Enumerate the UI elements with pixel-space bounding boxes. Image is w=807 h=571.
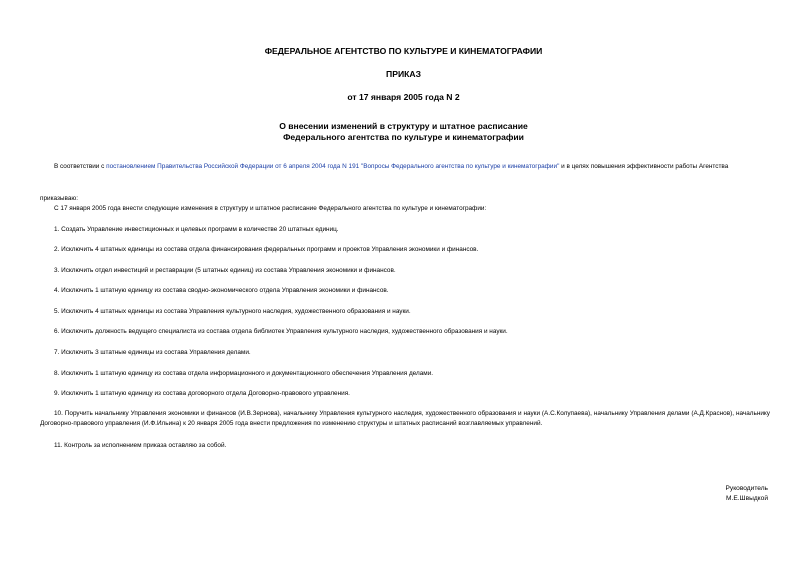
- order-item-5: 5. Исключить 4 штатных единицы из состава Управления культурного наследия, художественного образования и науки.: [54, 308, 411, 315]
- document-date-number: от 17 января 2005 года N 2: [347, 92, 460, 102]
- order-item-9: 9. Исключить 1 штатную единицу из состава договорного отдела Договорно-правового управления.: [54, 390, 350, 397]
- signatory-name: М.Е.Швыдкой: [726, 495, 768, 502]
- subject-line-2: Федерального агентства по культуре и кинематографии: [283, 132, 524, 142]
- agency-name: ФЕДЕРАЛЬНОЕ АГЕНТСТВО ПО КУЛЬТУРЕ И КИНЕМАТОГРАФИИ: [264, 46, 543, 56]
- order-item-2: 2. Исключить 4 штатных единицы из состава отдела финансирования федеральных программ и проектов Управления экономики и финансов.: [54, 246, 479, 253]
- order-item-1: 1. Создать Управление инвестиционных и целевых программ в количестве 20 штатных единиц.: [54, 226, 339, 233]
- order-item-3: 3. Исключить отдел инвестиций и реставрации (5 штатных единиц) из состава Управления экономики и финансов.: [54, 267, 396, 274]
- subject-line-1: О внесении изменений в структуру и штатное расписание: [279, 121, 528, 131]
- document-subject: [0, 121, 807, 143]
- signatory-title: Руководитель: [725, 485, 768, 492]
- preamble: [40, 162, 770, 171]
- order-intro: С 17 января 2005 года внести следующие изменения в структуру и штатное расписание Федерального агентства по культуре и кинематографии:: [54, 205, 487, 212]
- order-item-11: 11. Контроль за исполнением приказа оставляю за собой.: [54, 442, 227, 449]
- order-item-8: 8. Исключить 1 штатную единицу из состава отдела информационного и документационного обеспечения Управления делами.: [54, 370, 434, 377]
- order-item-7: 7. Исключить 3 штатные единицы из состава Управления делами.: [54, 349, 251, 356]
- legal-reference-link[interactable]: постановлением Правительства Российской Федерации от 6 апреля 2004 года N 191 "Вопросы Федерального агентства по культуре и кинематографии": [106, 163, 560, 170]
- preamble-text-after: и в целях повышения эффективности работы Агентства: [559, 163, 729, 170]
- preamble-text-before: В соответствии с: [54, 163, 107, 170]
- order-item-10: 10. Поручить начальнику Управления экономики и финансов (И.В.Зернова), начальнику Управления культурного наследия, художественного образования и науки (А.С.Колупаева), начальнику Управления делами (А.Д.Краснов), начальнику Договорно-правового управления (И.Ф.Ильина) к 20 января 2005 года внести предложения по изменению структуры и штатных расписаний возглавляемых управлений.: [40, 410, 770, 427]
- document-type: ПРИКАЗ: [386, 69, 421, 79]
- order-item-6: 6. Исключить должность ведущего специалиста из состава отдела библиотек Управления культурного наследия, художественного образования и науки.: [54, 328, 508, 335]
- order-item-4: 4. Исключить 1 штатную единицу из состава сводно-экономического отдела Управления экономики и финансов.: [54, 287, 389, 294]
- signature-block: [726, 484, 768, 504]
- order-word: приказываю:: [40, 195, 78, 202]
